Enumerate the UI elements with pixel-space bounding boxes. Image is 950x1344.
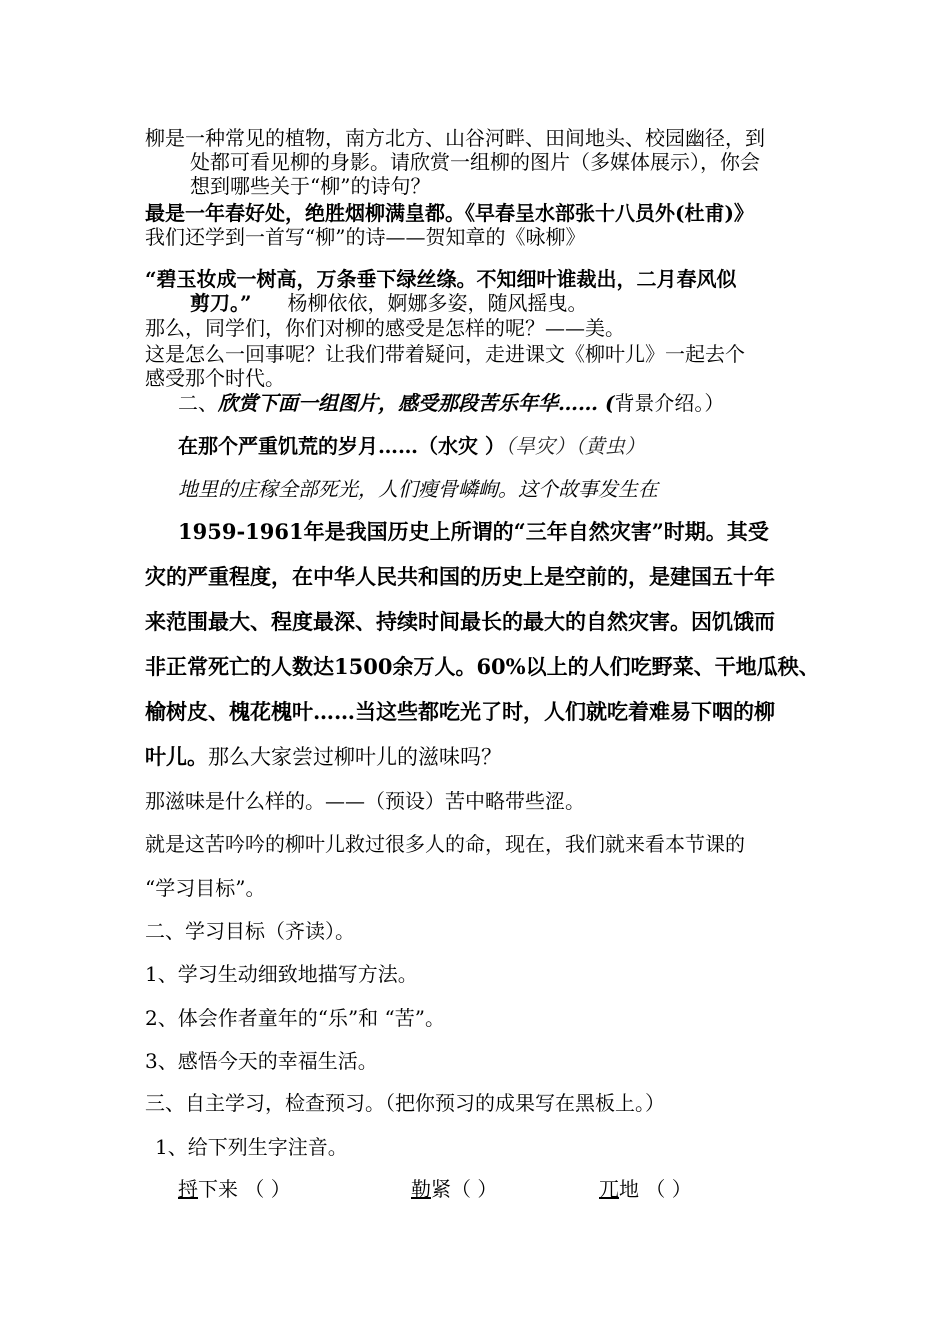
famine-line-2: 地里的庄稼全部死光，人们瘦骨嶙峋。这个故事发生在 (178, 477, 658, 501)
poem-quote-1: 最是一年春好处，绝胜烟柳满皇都。《早春呈水部张十八员外(杜甫)》 (145, 201, 754, 225)
famine-bold: 在那个严重饥荒的岁月……（水灾 ） (178, 434, 505, 458)
intro-line-1: 柳是一种常见的植物，南方北方、山谷河畔、田间地头、校园幽径，到 (145, 126, 765, 150)
history-line-3: 来范围最大、程度最深、持续时间最长的最大的自然灾害。因饥饿而 (145, 609, 775, 634)
taste-line: 那滋味是什么样的。——（预设）苦中略带些涩。 (145, 789, 585, 813)
section-number: 二、 (178, 391, 218, 415)
self-study-heading: 三、自主学习，检查预习。（把你预习的成果写在黑板上。） (145, 1091, 665, 1115)
history-line-1: 1959-1961年是我国历史上所谓的“三年自然灾害”时期。其受 (178, 519, 769, 544)
word-char-1: 捋 (178, 1177, 198, 1201)
pinyin-blank-2: （ ） (451, 1177, 498, 1201)
history-line-5: 榆树皮、槐花槐叶……当这些都吃光了时，人们就吃着难易下咽的柳 (145, 699, 775, 724)
goals-heading: 二、学习目标（齐读）。 (145, 919, 355, 943)
history-line-6-rest: 那么大家尝过柳叶儿的滋味吗？ (208, 745, 502, 769)
word-item-1 (178, 1178, 291, 1201)
pinyin-task: 1、给下列生字注音。 (155, 1135, 348, 1159)
word-char-2: 勒 (411, 1177, 431, 1201)
question-2-line-1: 这是怎么一回事呢？让我们带着疑问，走进课文《柳叶儿》一起去个 (145, 342, 745, 366)
pinyin-blank-3: （ ） (645, 1177, 692, 1201)
question-line: 那么，同学们，你们对柳的感受是怎样的呢？——美。 (145, 316, 625, 340)
word-rest-3: 地 (619, 1177, 639, 1201)
section-title: 欣赏下面一组图片，感受那段苦乐年华…… ( (218, 391, 615, 415)
question-2-line-2: 感受那个时代。 (145, 366, 285, 390)
goal-item-2: 2、体会作者童年的“乐”和 “苦”。 (145, 1006, 445, 1030)
poem-quote-2-line-1: “碧玉妆成一树高，万条垂下绿丝绦。不知细叶谁裁出，二月春风似 (145, 267, 737, 291)
poem-quote-2-line-2 (190, 292, 588, 315)
poem-quote-2-end: 剪刀。” (190, 291, 252, 315)
history-line-4: 非正常死亡的人数达1500余万人。60%以上的人们吃野菜、干地瓜秧、 (145, 654, 820, 679)
lead-line-2: “学习目标”。 (145, 876, 266, 900)
goal-item-3: 3、感悟今天的幸福生活。 (145, 1049, 378, 1073)
section-note: 背景介绍。） (614, 391, 725, 415)
word-rest-2: 紧 (431, 1177, 451, 1201)
word-item-2 (411, 1178, 497, 1201)
intro-line-2: 处都可看见柳的身影。请欣赏一组柳的图片（多媒体展示），你会 (190, 150, 760, 174)
history-line-2: 灾的严重程度，在中华人民共和国的历史上是空前的，是建国五十年 (145, 564, 775, 589)
lead-line-1: 就是这苦吟吟的柳叶儿救过很多人的命，现在，我们就来看本节课的 (145, 832, 745, 856)
goal-item-1: 1、学习生动细致地描写方法。 (145, 962, 418, 986)
famine-line (178, 435, 645, 458)
famine-italic: （旱灾）（黄虫） (504, 434, 645, 458)
pinyin-blank-1: （ ） (244, 1177, 291, 1201)
section-background-heading (178, 392, 724, 415)
word-item-3 (599, 1178, 692, 1201)
intro-line-3: 想到哪些关于“柳”的诗句？ (190, 174, 431, 198)
history-line-6 (145, 745, 502, 769)
word-rest-1: 下来 (198, 1177, 238, 1201)
willow-description: 杨柳依依，婀娜多姿，随风摇曳。 (287, 291, 588, 315)
history-line-6-bold: 叶儿。 (145, 744, 208, 769)
word-char-3: 兀 (599, 1177, 619, 1201)
poem-intro: 我们还学到一首写“柳”的诗——贺知章的《咏柳》 (145, 225, 586, 249)
